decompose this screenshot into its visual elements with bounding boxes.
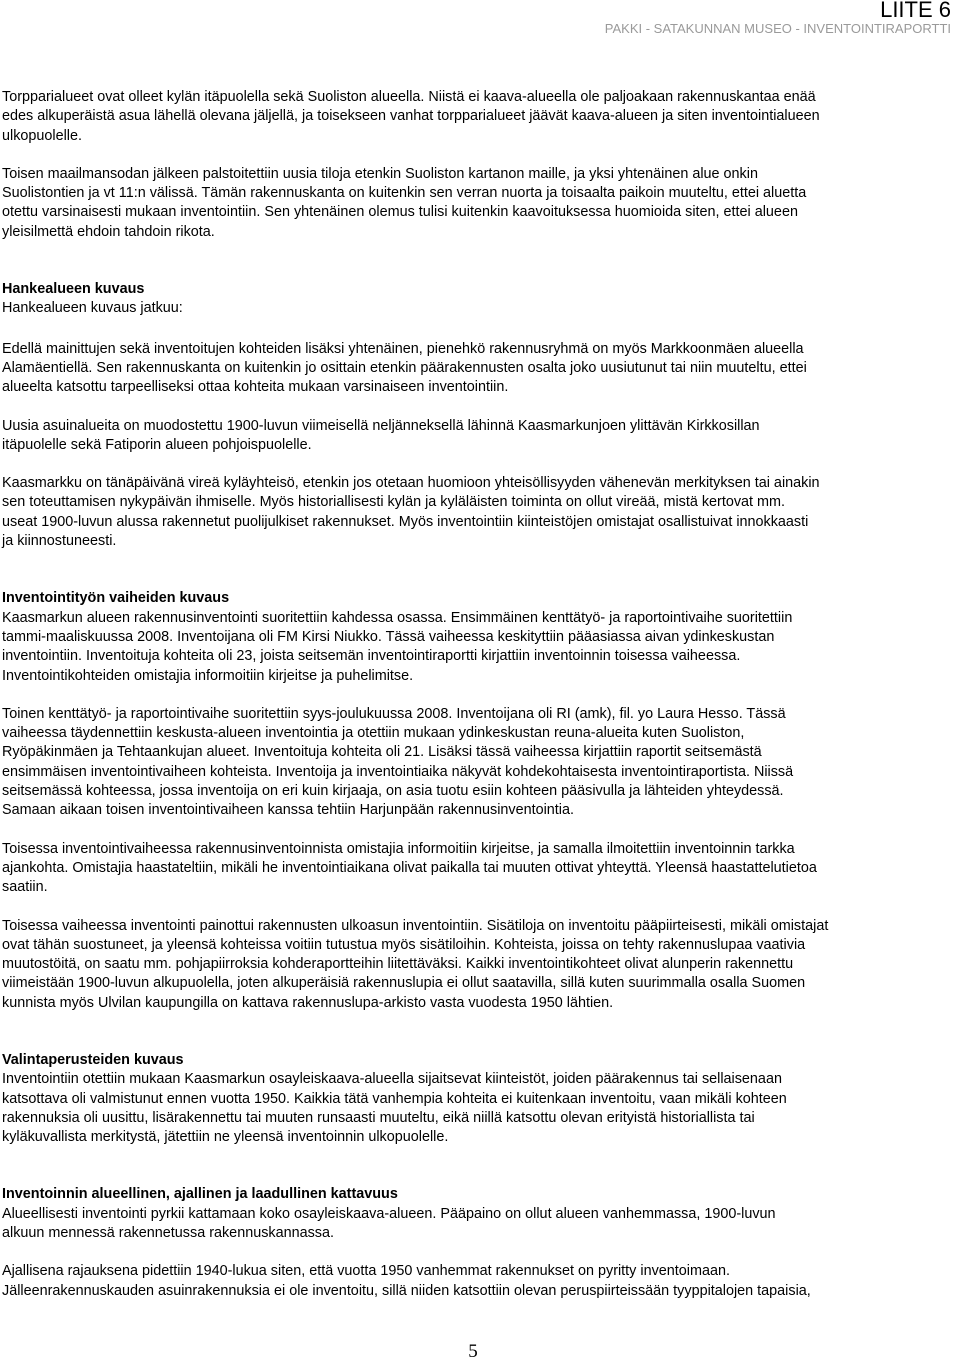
section-subheading: Hankealueen kuvaus jatkuu: [2,300,183,317]
section-heading: Valintaperusteiden kuvaus [2,1051,184,1068]
paragraph: Uusia asuinalueita on muodostettu 1900-luvun viimeisellä neljänneksellä lähinnä Kaasmarkunjoen ylittävän Kirkkosillan itäpuolelle sekä Fatiporin alueen pohjoispuolelle. [2,417,760,453]
paragraph: Toisessa vaiheessa inventointi painottui rakennusten ulkoasun inventointiin. Sisätiloja on inventoitu pääpiirteisesti, mikäli omistajat ovat tähän suostuneet, ja yleensä kohteissa voitiin tutustua myös sisätiloihin. Kohteista, joissa on tehty rakennuslupaa vaativia muutostöitä, on saatu mm. pohjapiirroksia kohderaportteihin liitettäväksi. Kaikki inventointikohteet olivat alunperin rakennettu viimeistään 1900-luvun alkupuolella, joten alkuperäisiä rakennuslupia ei ollut saatavilla, sillä kuten suurimmalla osalla Suomen kunnista myös Ulvilan kaupungilla on kattava rakennuslupa-arkisto vasta vuodesta 1950 lähtien. [2,917,829,1011]
section-heading: Hankealueen kuvaus [2,281,145,298]
paragraph: Ajallisena rajauksena pidettiin 1940-lukua siten, että vuotta 1950 vanhemmat rakennukset on pyritty inventoimaan. Jälleenrakennuskauden asuinrakennuksia ei ole inventoitu, sillä niiden katsottiin olevan peruspiirteissään tyyppitalojen tapaisia, [2,1263,811,1299]
paragraph: Toisessa inventointivaiheessa rakennusinventoinnista omistajia informoitiin kirjeitse, ja samalla ilmoitettiin inventoinnin tarkka ajankohta. Omistajia haastateltiin, mikäli he inventointiaikana olivat paikalla tai muuten ottivat yhteyttä. Yleensä haastattelutietoa saatiin. [2,840,817,896]
paragraph: Toinen kenttätyö- ja raportointivaihe suoritettiin syys-joulukuussa 2008. Inventoijana oli RI (amk), fil. yo Laura Hesso. Tässä vaiheessa täydennettiin keskusta-alueen inventointia ja otettiin mukaan ydinkeskustan reuna-alueita kuten Suoliston, Ryöpäkinmäen ja Tehtaankujan alueet. Inventoituja kohteita oli 21. Lisäksi tässä vaiheessa kirjattiin raportit seitsemästä ensimmäisen inventointivaiheen kohteista. Inventoija ja inventointiaika näkyvät kohdekohtaisesta inventointiraportista. Niissä seitsemässä kohteessa, jossa inventoija on eri kuin kirjaaja, on asia tuotu esiin kohteen pääsivulla ja lähteiden yhteydessä. Samaan aikaan toisen inventointivaiheen kanssa tehtiin Harjunpään rakennusinventointia. [2,705,794,819]
paragraph: Torpparialueet ovat olleet kylän itäpuolella sekä Suoliston alueella. Niistä ei kaava-alueella ole paljoakaan rakennuskantaa enää edes alkuperäistä asua lähellä olevana jäljellä, ja toisekseen vanhat torpparialueet jäävät kaava-alueen ja siten inventointialueen ulkopuolelle. [2,89,820,144]
paragraph: Edellä mainittujen sekä inventoitujen kohteiden lisäksi yhtenäinen, pienehkö rakennusryhmä on myös Markkoonmäen alueella Alamäentiellä. Sen rakennuskanta on kuitenkin jo osittain etenkin päärakennusten osalta joko uusiutunut tai niin muuteltu, ettei alueelta katsottu tarpeelliseksi ottaa kohteita mukaan varsinaiseen inventointiin. [2,340,807,396]
document-body [2,88,960,1301]
report-subtitle: PAKKI - SATAKUNNAN MUSEO - INVENTOINTIRAPORTTI [604,21,951,36]
section-heading: Inventoinnin alueellinen, ajallinen ja laadullinen kattavuus [2,1186,398,1203]
paragraph: Toisen maailmansodan jälkeen palstoitettiin uusia tiloja etenkin Suoliston kartanon maille, ja yksi yhtenäinen alue onkin Suolistontien ja vt 11:n välissä. Tämän rakennuskanta on kuitenkin sen verran nuorta ja toisaalta paikoin muuteltu, ettei aluetta otettu varsinaisesti mukaan inventointiin. Sen yhtenäinen olemus tulisi kuitenkin kaavoituksessa huomioida siten, ettei alueen yleisilmettä ehdoin tahdoin rikota. [2,165,807,240]
section-heading: Inventointityön vaiheiden kuvaus [2,590,230,607]
paragraph: Alueellisesti inventointi pyrkii kattamaan koko osayleiskaava-alueen. Pääpaino on ollut alueen vanhemmassa, 1900-luvun alkuun mennessä rakennetussa rakennuskannassa. [2,1205,776,1242]
paragraph: Kaasmarkun alueen rakennusinventointi suoritettiin kahdessa osassa. Ensimmäinen kenttätyö- ja raportointivaihe suoritettiin tammi-maaliskuussa 2008. Inventoijana oli FM Kirsi Niukko. Tässä vaiheessa keskityttiin pääasiassa aivan ydinkeskustan inventointiin. Inventoituja kohteita oli 23, joista seitsemän inventointiraportti kirjattiin inventoinnin toisessa vaiheessa. Inventointikohteiden omistajia informoitiin kirjeitse ja puhelimitse. [2,609,793,684]
appendix-label: LIITE 6 [880,0,951,22]
page-number: 5 [468,1341,478,1362]
paragraph: Kaasmarkku on tänäpäivänä vireä kyläyhteisö, etenkin jos otetaan huomioon yhteisöllisyyden vähenevän merkityksen tai ainakin sen toteuttamisen nykypäivän ihmiselle. Myös historiallisesti kylän ja kyläläisten toiminta on ollut vireää, mistä kertovat mm. useat 1900-luvun alussa rakennetut puolijulkiset rakennukset. Myös inventointiin kiinteistöjen omistajat osallistuivat innokkaasti ja kiinnostuneesti. [2,475,820,550]
paragraph: Inventointiin otettiin mukaan Kaasmarkun osayleiskaava-alueella sijaitsevat kiinteistöt, joiden päärakennus tai sellaisenaan katsottava oli valmistunut ennen vuotta 1950. Kaikkia tätä vanhempia kohteita ei kuitenkaan inventoitu, vaan mikäli kohteen rakennuksia oli uusittu, lisärakennettu tai muuten runsaasti muuteltu, eikä niillä katsottu olevan erityistä historiallista tai kyläkuvallista merkitystä, jätettiin ne yleensä inventoinnin ulkopuolelle. [2,1071,787,1146]
